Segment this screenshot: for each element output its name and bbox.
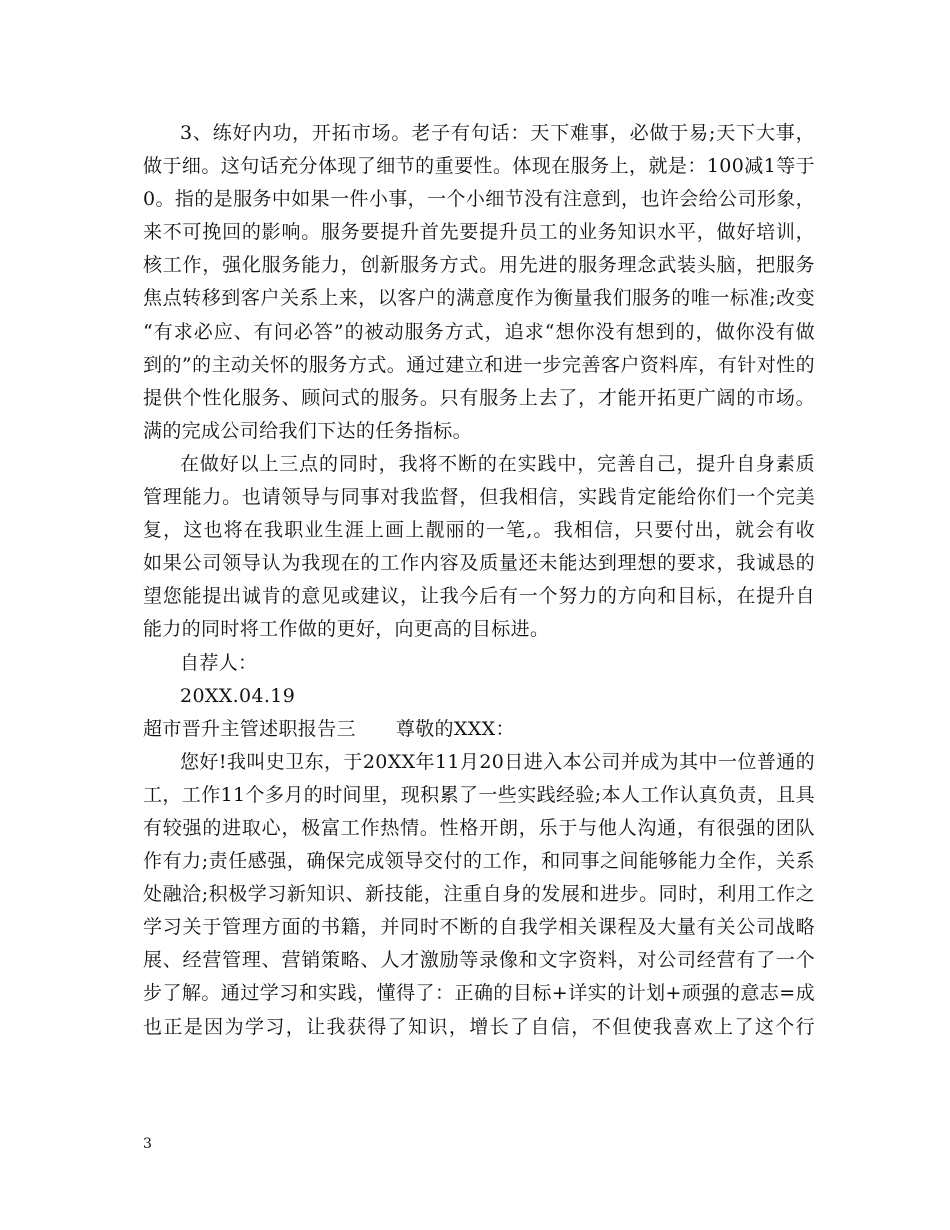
paragraph-line: 复，这也将在我职业生涯上画上靓丽的一笔,。我相信，只要付出，就会有收 xyxy=(143,519,815,542)
paragraph-line: 您好!我叫史卫东，于20XX年11月20日进入本公司并成为其中一位普通的 xyxy=(180,750,815,773)
paragraph-line: 展、经营管理、营销策略、人才激励等录像和文字资料，对公司经营有了一个 xyxy=(143,949,815,972)
paragraph-line: 满的完成公司给我们下达的任务指标。 xyxy=(143,419,472,442)
paragraph-line: 做于细。这句话充分体现了细节的重要性。体现在服务上，就是：100减1等于 xyxy=(143,155,815,178)
paragraph-line: 管理能力。也请领导与同事对我监督，但我相信，实践肯定能给你们一个完美 xyxy=(143,486,815,509)
paragraph-line: 工，工作11个多月的时间里，现积累了一些实践经验;本人工作认真负责，且具 xyxy=(143,783,815,806)
section-heading-row xyxy=(143,713,815,746)
paragraph-line: 焦点转移到客户关系上来，以客户的满意度作为衡量我们服务的唯一标准;改变 xyxy=(143,287,815,310)
salutation: 尊敬的XXX： xyxy=(395,717,515,740)
signature-label: 自荐人： xyxy=(180,651,258,674)
paragraph-line: 核工作，强化服务能力，创新服务方式。用先进的服务理念武装头脑，把服务 xyxy=(143,254,815,277)
signature-date: 20XX.04.19 xyxy=(180,684,296,707)
paragraph-line: 能力的同时将工作做的更好，向更高的目标进。 xyxy=(143,618,550,641)
paragraph-line: 如果公司领导认为我现在的工作内容及质量还未能达到理想的要求，我诚恳的 xyxy=(143,552,815,575)
paragraph-line: 3、练好内功，开拓市场。老子有句话：天下难事，必做于易;天下大事， xyxy=(180,122,815,144)
paragraph-line: 望您能提出诚肯的意见或建议，让我今后有一个努力的方向和目标，在提升自 xyxy=(143,585,815,608)
paragraph-line: 学习关于管理方面的书籍，并同时不断的自我学相关课程及大量有关公司战略 xyxy=(143,916,815,939)
paragraph-line: “有求必应、有问必答”的被动服务方式，追求“想你没有想到的，做你没有做 xyxy=(143,320,815,343)
paragraph-line: 作有力;责任感强，确保完成领导交付的工作，和同事之间能够能力全作，关系 xyxy=(143,850,815,873)
page-number: 3 xyxy=(143,1136,152,1152)
paragraph-line: 提供个性化服务、顾问式的服务。只有服务上去了，才能开拓更广阔的市场。 xyxy=(143,386,815,409)
paragraph-line: 0。指的是服务中如果一件小事，一个小细节没有注意到，也许会给公司形象， xyxy=(143,188,815,211)
paragraph-line: 来不可挽回的影响。服务要提升首先要提升员工的业务知识水平，做好培训， xyxy=(143,221,815,244)
paragraph-line: 也正是因为学习，让我获得了知识，增长了自信，不但使我喜欢上了这个行 xyxy=(143,1015,815,1038)
paragraph-line: 有较强的进取心，极富工作热情。性格开朗，乐于与他人沟通，有很强的团队 xyxy=(143,816,815,839)
paragraph-line: 在做好以上三点的同时，我将不断的在实践中，完善自己，提升自身素质 xyxy=(180,452,815,475)
section-title: 超市晋升主管述职报告三 xyxy=(143,717,356,740)
paragraph-line: 步了解。通过学习和实践，懂得了：正确的目标+详实的计划+顽强的意志=成 xyxy=(143,982,815,1005)
document-body xyxy=(143,117,815,1044)
paragraph-line: 到的”的主动关怀的服务方式。通过建立和进一步完善客户资料库，有针对性的 xyxy=(143,353,815,376)
paragraph-line: 处融洽;积极学习新知识、新技能，注重自身的发展和进步。同时，利用工作之 xyxy=(143,883,815,906)
